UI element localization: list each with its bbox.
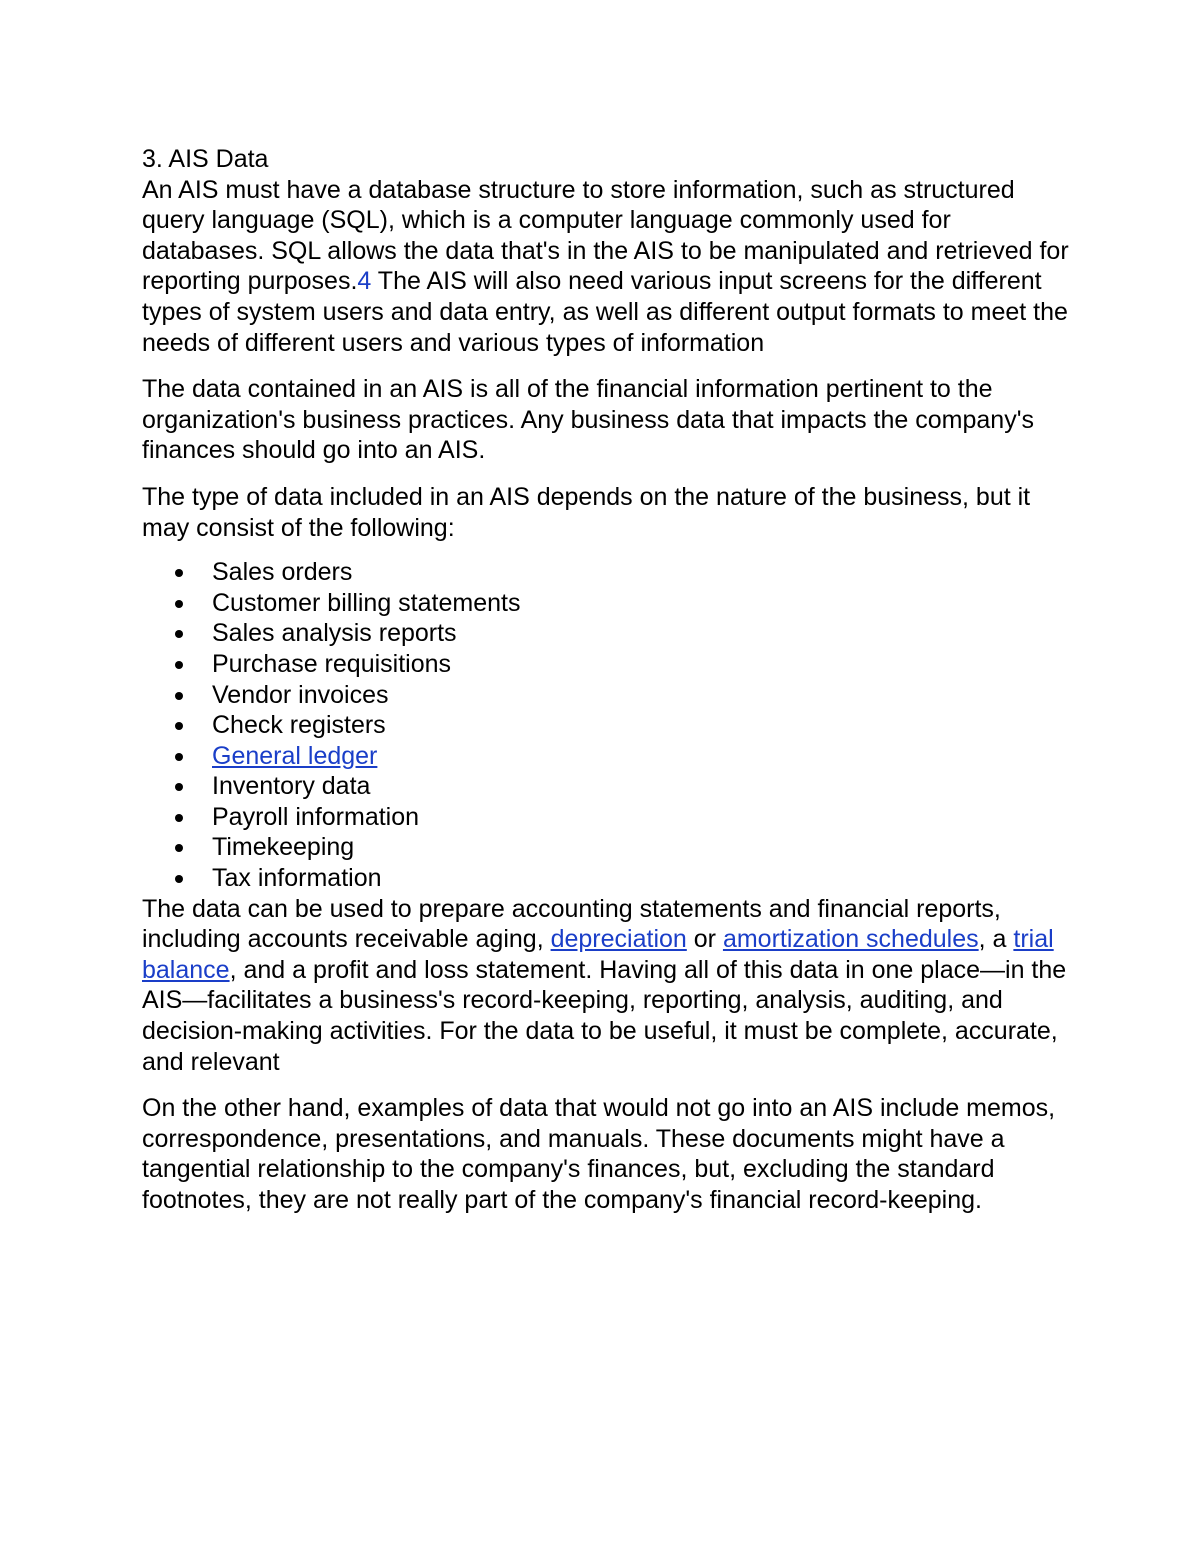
list-item-text: Payroll information — [212, 802, 420, 831]
list-item — [142, 618, 1072, 649]
bullet-icon — [175, 753, 183, 761]
list-item — [142, 680, 1072, 711]
paragraph-sql-text-2: The AIS will also need various input screens for the different types of system users and data entry, as well as different output formats to meet the needs of different users and various types of information — [142, 267, 1068, 357]
bullet-icon — [175, 630, 183, 638]
list-item-text: Sales analysis reports — [212, 619, 457, 648]
bullet-icon — [175, 600, 183, 608]
list-item-text: Inventory data — [212, 772, 371, 801]
list-item-text: Timekeeping — [212, 833, 355, 862]
list-item-text: Purchase requisitions — [212, 649, 452, 678]
paragraph-uses-text-4: , and a profit and loss statement. Having all of this data in one place—in the AIS—facilitates a business's record-keeping, reporting, analysis, auditing, and decision-making activities. For the data to be useful, it must be complete, accurate, and relevant — [142, 955, 1067, 1076]
paragraph-uses-text-1: The data can be used to prepare accounting statements and financial reports, including accounts receivable aging, — [142, 894, 1001, 954]
bullet-icon — [175, 661, 183, 669]
footnote-reference-link[interactable]: 4 — [357, 267, 372, 296]
list-item — [142, 832, 1072, 863]
list-item-text: Vendor invoices — [212, 680, 389, 709]
trial-balance-link[interactable]: trial balance — [142, 925, 1054, 984]
list-item — [142, 771, 1072, 802]
bullet-icon — [175, 569, 183, 577]
list-item — [142, 557, 1072, 588]
paragraph-sql — [142, 175, 1072, 359]
list-item — [142, 802, 1072, 833]
bullet-icon — [175, 814, 183, 822]
list-item — [142, 649, 1072, 680]
bullet-icon — [175, 783, 183, 791]
section-heading: 3. AIS Data — [142, 145, 269, 173]
general-ledger-link[interactable]: General ledger — [212, 741, 378, 770]
paragraph-data-contained: The data contained in an AIS is all of the financial information pertinent to the organization's business practices. Any business data that impacts the company's finances should go into an AIS. — [142, 375, 1034, 465]
list-item-text: Customer billing statements — [212, 588, 521, 617]
paragraph-uses-text-3: , a — [978, 925, 1014, 954]
paragraph-uses-text-2: or — [686, 925, 723, 954]
bullet-icon — [175, 722, 183, 730]
list-item — [142, 741, 1072, 772]
bullet-icon — [175, 875, 183, 883]
data-types-list — [142, 557, 1072, 894]
list-item-text: Check registers — [212, 711, 386, 740]
paragraph-uses — [142, 894, 1072, 1078]
bullet-icon — [175, 692, 183, 700]
paragraph-data-type: The type of data included in an AIS depends on the nature of the business, but it may consist of the following: — [142, 482, 1031, 542]
list-item — [142, 863, 1072, 894]
amortization-schedules-link[interactable]: amortization schedules — [722, 925, 979, 954]
list-item-text: Tax information — [212, 864, 382, 893]
document-page — [142, 144, 1072, 1216]
list-item — [142, 588, 1072, 619]
bullet-icon — [175, 844, 183, 852]
paragraph-other-hand: On the other hand, examples of data that would not go into an AIS include memos, correspondence, presentations, and manuals. These documents might have a tangential relationship to the company's finances, but, excluding the standard footnotes, they are not really part of the company's financial record-keeping. — [142, 1094, 1056, 1214]
list-item — [142, 710, 1072, 741]
depreciation-link[interactable]: depreciation — [550, 925, 687, 954]
paragraph-sql-text-1: An AIS must have a database structure to store information, such as structured query language (SQL), which is a computer language commonly used for databases. SQL allows the data that's in the AIS to be manipulated and retrieved for reporting purposes. — [142, 175, 1069, 296]
list-item-text: Sales orders — [212, 558, 353, 587]
